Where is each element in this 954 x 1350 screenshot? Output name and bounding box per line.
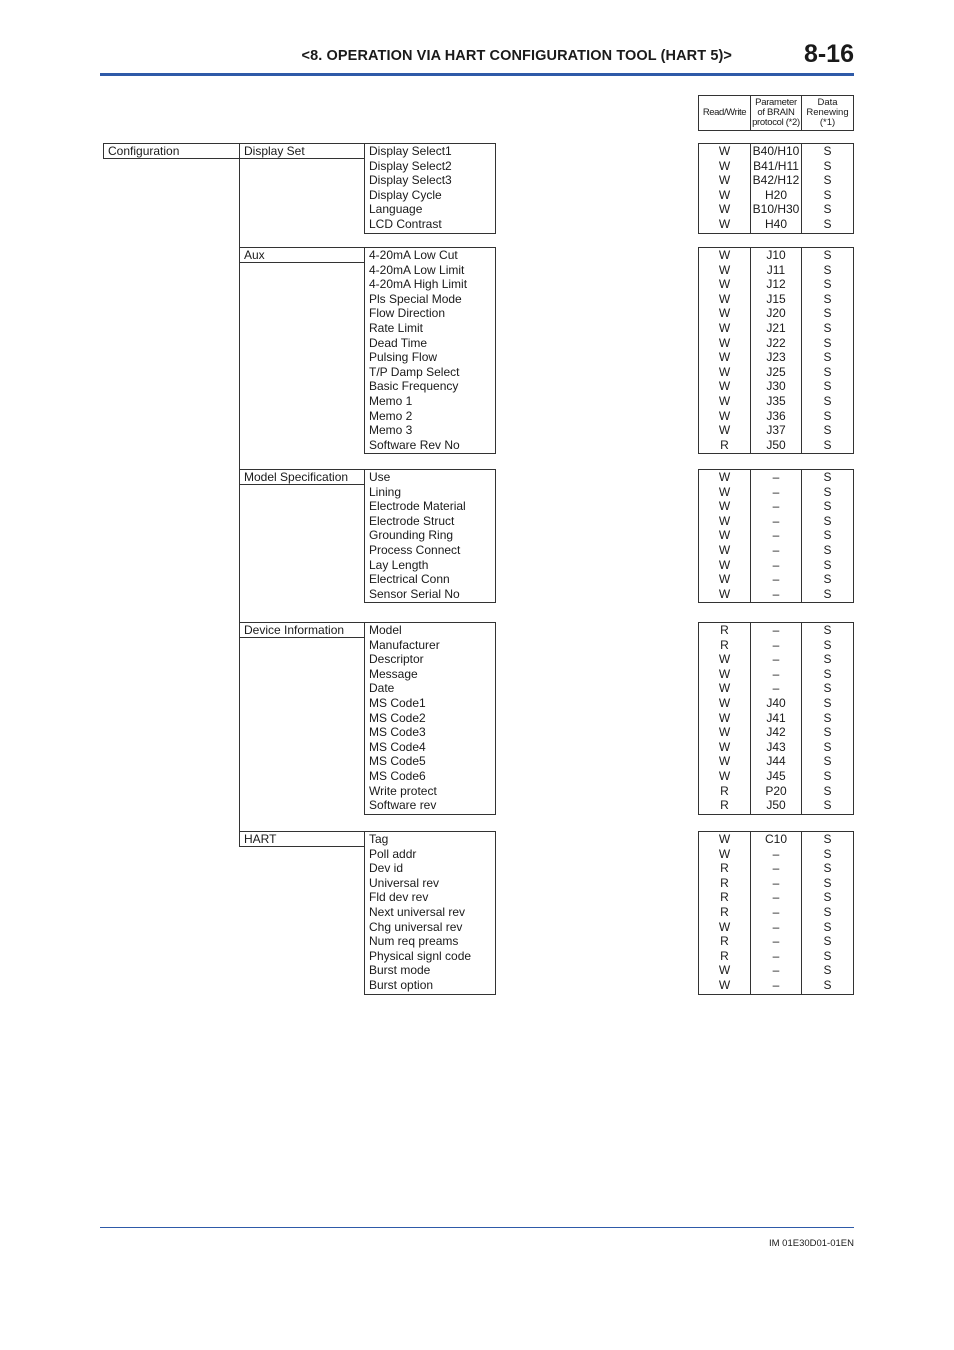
renew-cell: S	[823, 739, 832, 754]
brain-param-cell: H40	[764, 216, 787, 231]
rw-column	[699, 144, 751, 233]
renew-cell: S	[823, 528, 832, 543]
brain-param-cell: –	[772, 499, 780, 514]
parameter-item: MS Code6	[369, 768, 426, 783]
renew-cell: S	[823, 216, 832, 231]
parameter-item: MS Code4	[369, 739, 426, 754]
brain-param-column	[751, 470, 802, 602]
brain-param-cell: J44	[766, 754, 786, 769]
brain-param-cell: C10	[764, 832, 787, 846]
brain-param-cell: –	[772, 890, 780, 905]
brain-param-cell: –	[772, 977, 780, 992]
renew-cell: S	[823, 934, 832, 949]
rw-cell: W	[718, 768, 731, 783]
renew-cell: S	[823, 335, 832, 350]
renew-cell: S	[823, 861, 832, 876]
parameter-item: Lay Length	[369, 557, 429, 572]
brain-param-cell: B41/H11	[753, 158, 799, 173]
rw-cell: W	[718, 320, 731, 335]
rw-cell: R	[720, 437, 729, 452]
rw-cell: W	[718, 586, 731, 601]
renew-cell: S	[823, 499, 832, 514]
rw-cell: W	[718, 557, 731, 572]
brain-param-cell: –	[772, 513, 780, 528]
parameter-item: MS Code5	[369, 754, 426, 769]
group-label: Display Set	[239, 143, 365, 159]
brain-param-cell: –	[772, 623, 780, 637]
parameter-item: Memo 2	[369, 408, 413, 423]
parameter-item: LCD Contrast	[369, 216, 442, 231]
rw-cell: W	[718, 528, 731, 543]
rw-cell: W	[718, 846, 731, 861]
renew-cell: S	[823, 846, 832, 861]
rw-column-header: Read/Write	[699, 96, 751, 130]
rw-cell: W	[718, 350, 731, 365]
rw-cell: W	[718, 652, 731, 667]
brain-param-cell: J41	[766, 710, 786, 725]
brain-param-cell: P20	[765, 783, 787, 798]
rw-cell: W	[718, 695, 731, 710]
brain-param-cell: –	[772, 934, 780, 949]
group-label: Device Information	[239, 622, 365, 638]
parameter-item: Software rev	[369, 798, 437, 813]
parameter-item: Flow Direction	[369, 306, 446, 321]
renew-cell: S	[823, 408, 832, 423]
rw-cell: W	[718, 542, 731, 557]
renew-cell: S	[823, 623, 832, 637]
root-configuration: Configuration	[103, 143, 240, 159]
rw-cell: W	[718, 710, 731, 725]
rw-cell: R	[720, 948, 729, 963]
group-label: Aux	[239, 247, 365, 263]
parameter-item: Pls Special Mode	[369, 291, 462, 306]
rw-cell: R	[720, 637, 729, 652]
attribute-table	[698, 831, 854, 995]
brain-param-cell: –	[772, 557, 780, 572]
brain-param-cell: J20	[766, 306, 786, 321]
attribute-table	[698, 143, 854, 234]
rw-cell: W	[718, 499, 731, 514]
renew-cell: S	[823, 187, 832, 202]
renew-cell: S	[823, 484, 832, 499]
parameter-item: Fld dev rev	[369, 890, 429, 905]
renew-cell: S	[823, 586, 832, 601]
brain-param-cell: J10	[766, 248, 786, 262]
renew-cell: S	[823, 144, 832, 158]
parameter-list	[364, 143, 496, 234]
renew-cell: S	[823, 783, 832, 798]
brain-param-cell: J11	[766, 262, 786, 277]
brain-param-cell: –	[772, 875, 780, 890]
parameter-item: MS Code1	[369, 695, 426, 710]
rw-cell: W	[718, 202, 731, 217]
brain-param-cell: –	[772, 681, 780, 696]
tree-connector-line	[239, 159, 240, 831]
brain-param-column	[751, 248, 802, 453]
renew-cell: S	[823, 320, 832, 335]
renew-column	[802, 832, 853, 994]
renew-cell: S	[823, 768, 832, 783]
brain-param-cell: J36	[766, 408, 786, 423]
rw-cell: R	[720, 904, 729, 919]
parameter-item: Dev id	[369, 861, 404, 876]
renew-cell: S	[823, 513, 832, 528]
brain-param-cell: –	[772, 572, 780, 587]
parameter-item: Tag	[369, 832, 389, 846]
brain-param-cell: B40/H10	[752, 144, 800, 158]
group-label: HART	[239, 831, 365, 847]
renew-cell: S	[823, 379, 832, 394]
parameter-item: Memo 3	[369, 423, 413, 438]
brain-param-cell: –	[772, 484, 780, 499]
rw-cell: R	[720, 798, 729, 813]
parameter-item: Model	[369, 623, 402, 637]
brain-param-cell: J23	[766, 350, 786, 365]
rw-cell: W	[718, 725, 731, 740]
rw-cell: W	[718, 291, 731, 306]
parameter-item: Burst option	[369, 977, 434, 992]
parameter-item: Write protect	[369, 783, 437, 798]
renew-cell: S	[823, 393, 832, 408]
parameter-item: Chg universal rev	[369, 919, 463, 934]
rw-cell: W	[718, 173, 731, 188]
attribute-table	[698, 247, 854, 454]
rw-cell: R	[720, 875, 729, 890]
renew-cell: S	[823, 890, 832, 905]
renew-cell: S	[823, 542, 832, 557]
attribute-column-header	[698, 95, 854, 131]
parameter-item: Software Rev No	[369, 437, 460, 452]
rw-cell: W	[718, 158, 731, 173]
parameter-item: Display Select3	[369, 173, 452, 188]
rw-cell: W	[718, 144, 731, 158]
parameter-item: Physical signl code	[369, 948, 472, 963]
renew-cell: S	[823, 666, 832, 681]
parameter-item: MS Code3	[369, 725, 426, 740]
renew-cell: S	[823, 948, 832, 963]
rw-cell: W	[718, 306, 731, 321]
parameter-item: Process Connect	[369, 542, 461, 557]
group-label: Model Specification	[239, 469, 365, 485]
parameter-item: Num req preams	[369, 934, 459, 949]
brain-param-cell: –	[772, 666, 780, 681]
parameter-item: Memo 1	[369, 393, 413, 408]
parameter-item: Lining	[369, 484, 402, 499]
brain-param-cell: –	[772, 861, 780, 876]
page-number: 8-16	[803, 40, 854, 68]
rw-column	[699, 248, 751, 453]
brain-param-cell: J30	[766, 379, 786, 394]
rw-cell: W	[718, 262, 731, 277]
parameter-item: Display Select1	[369, 144, 452, 158]
rw-cell: W	[718, 277, 731, 292]
parameter-item: Descriptor	[369, 652, 424, 667]
brain-param-cell: –	[772, 652, 780, 667]
renew-cell: S	[823, 875, 832, 890]
parameter-item: Burst mode	[369, 963, 431, 978]
parameter-item: Poll addr	[369, 846, 417, 861]
footer-rule	[100, 1227, 854, 1228]
section-title: <8. OPERATION VIA HART CONFIGURATION TOOL (HART 5)>	[301, 48, 732, 64]
brain-column-header: Parameter of BRAIN protocol (*2)	[751, 96, 802, 130]
rw-cell: W	[718, 423, 731, 438]
renew-cell: S	[823, 681, 832, 696]
rw-cell: W	[718, 393, 731, 408]
brain-param-column	[751, 623, 802, 814]
parameter-item: 4-20mA Low Cut	[369, 248, 458, 262]
rw-cell: R	[720, 783, 729, 798]
parameter-list	[364, 622, 496, 815]
brain-param-cell: H20	[764, 187, 787, 202]
rw-cell: R	[720, 934, 729, 949]
renew-cell: S	[823, 798, 832, 813]
renew-cell: S	[823, 470, 832, 484]
parameter-item: Manufacturer	[369, 637, 440, 652]
brain-param-cell: J12	[766, 277, 786, 292]
renew-cell: S	[823, 754, 832, 769]
rw-cell: W	[718, 754, 731, 769]
parameter-item: Electrode Material	[369, 499, 466, 514]
parameter-item: Electrode Struct	[369, 513, 455, 528]
brain-param-cell: –	[772, 963, 780, 978]
parameter-list	[364, 831, 496, 995]
parameter-item: Electrical Conn	[369, 572, 450, 587]
parameter-list	[364, 247, 496, 454]
parameter-item: Display Select2	[369, 158, 452, 173]
brain-param-cell: J50	[766, 437, 786, 452]
renew-cell: S	[823, 710, 832, 725]
rw-cell: W	[718, 484, 731, 499]
rw-cell: W	[718, 513, 731, 528]
parameter-item: Dead Time	[369, 335, 428, 350]
rw-cell: W	[718, 572, 731, 587]
brain-param-cell: J42	[766, 725, 786, 740]
parameter-item: Display Cycle	[369, 187, 442, 202]
renew-cell: S	[823, 652, 832, 667]
renew-cell: S	[823, 695, 832, 710]
brain-param-cell: J21	[766, 320, 786, 335]
parameter-item: Sensor Serial No	[369, 586, 460, 601]
brain-param-cell: J37	[766, 423, 786, 438]
parameter-item: T/P Damp Select	[369, 364, 460, 379]
rw-cell: W	[718, 248, 731, 262]
renew-cell: S	[823, 572, 832, 587]
header-rule	[100, 73, 854, 76]
rw-cell: R	[720, 623, 729, 637]
rw-cell: W	[718, 919, 731, 934]
renew-cell: S	[823, 437, 832, 452]
parameter-item: Rate Limit	[369, 320, 424, 335]
brain-param-cell: J45	[766, 768, 786, 783]
parameter-item: Basic Frequency	[369, 379, 459, 394]
renew-cell: S	[823, 248, 832, 262]
parameter-item: 4-20mA High Limit	[369, 277, 468, 292]
attribute-table	[698, 622, 854, 815]
renew-cell: S	[823, 350, 832, 365]
renew-cell: S	[823, 919, 832, 934]
parameter-item: Universal rev	[369, 875, 440, 890]
rw-cell: W	[718, 832, 731, 846]
rw-cell: W	[718, 379, 731, 394]
renew-column	[802, 623, 853, 814]
renew-cell: S	[823, 423, 832, 438]
renew-column-header: Data Renewing (*1)	[806, 97, 849, 128]
brain-param-cell: –	[772, 846, 780, 861]
rw-column	[699, 470, 751, 602]
renew-cell: S	[823, 291, 832, 306]
renew-cell: S	[823, 977, 832, 992]
rw-cell: W	[718, 408, 731, 423]
attribute-table	[698, 469, 854, 603]
brain-param-column	[751, 144, 802, 233]
rw-cell: W	[718, 335, 731, 350]
parameter-item: MS Code2	[369, 710, 426, 725]
renew-cell: S	[823, 904, 832, 919]
parameter-item: Grounding Ring	[369, 528, 454, 543]
parameter-list	[364, 469, 496, 603]
rw-cell: R	[720, 890, 729, 905]
brain-param-cell: J15	[766, 291, 786, 306]
renew-cell: S	[823, 364, 832, 379]
rw-cell: W	[718, 963, 731, 978]
document-code: IM 01E30D01-01EN	[768, 1238, 854, 1249]
brain-param-cell: J22	[766, 335, 786, 350]
brain-param-cell: –	[772, 637, 780, 652]
rw-cell: W	[718, 681, 731, 696]
brain-param-cell: J43	[766, 739, 786, 754]
brain-param-cell: –	[772, 528, 780, 543]
rw-cell: W	[718, 470, 731, 484]
parameter-item: Use	[369, 470, 391, 484]
parameter-item: Language	[369, 202, 423, 217]
renew-cell: S	[823, 637, 832, 652]
renew-column	[802, 470, 853, 602]
renew-cell: S	[823, 158, 832, 173]
brain-param-cell: –	[772, 470, 780, 484]
renew-cell: S	[823, 173, 832, 188]
rw-cell: W	[718, 187, 731, 202]
renew-cell: S	[823, 832, 832, 846]
brain-param-cell: J25	[766, 364, 786, 379]
rw-cell: W	[718, 364, 731, 379]
renew-cell: S	[823, 963, 832, 978]
parameter-item: Next universal rev	[369, 904, 466, 919]
rw-cell: W	[718, 977, 731, 992]
renew-column	[802, 144, 853, 233]
rw-cell: R	[720, 861, 729, 876]
brain-param-cell: J40	[766, 695, 786, 710]
brain-param-cell: J35	[766, 393, 786, 408]
rw-column	[699, 832, 751, 994]
rw-cell: W	[718, 216, 731, 231]
brain-param-cell: B42/H12	[752, 173, 800, 188]
parameter-item: Message	[369, 666, 418, 681]
renew-column	[802, 248, 853, 453]
rw-cell: W	[718, 666, 731, 681]
brain-param-cell: –	[772, 586, 780, 601]
renew-cell: S	[823, 557, 832, 572]
renew-cell: S	[823, 262, 832, 277]
brain-param-cell: J50	[766, 798, 786, 813]
renew-cell: S	[823, 202, 832, 217]
renew-cell: S	[823, 725, 832, 740]
brain-param-cell: B10/H30	[752, 202, 800, 217]
brain-param-column	[751, 832, 802, 994]
brain-param-cell: –	[772, 948, 780, 963]
renew-cell: S	[823, 277, 832, 292]
brain-param-cell: –	[772, 542, 780, 557]
renew-cell: S	[823, 306, 832, 321]
parameter-item: Date	[369, 681, 395, 696]
rw-column	[699, 623, 751, 814]
brain-param-cell: –	[772, 904, 780, 919]
parameter-item: 4-20mA Low Limit	[369, 262, 465, 277]
parameter-item: Pulsing Flow	[369, 350, 438, 365]
rw-cell: W	[718, 739, 731, 754]
brain-param-cell: –	[772, 919, 780, 934]
